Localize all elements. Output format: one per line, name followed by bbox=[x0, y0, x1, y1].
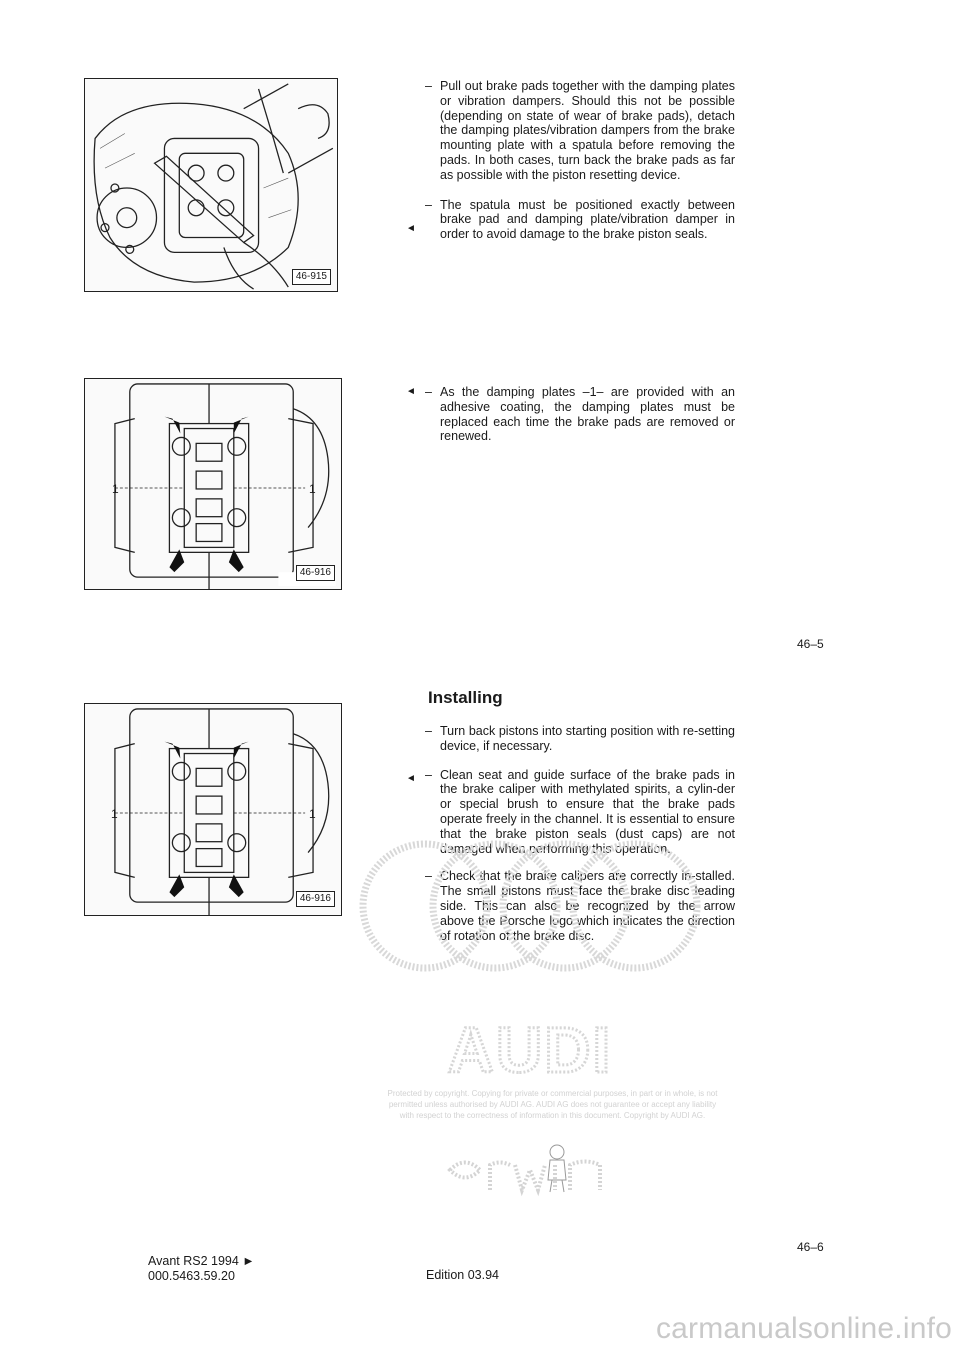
caliper-damping-plates-illustration bbox=[85, 379, 341, 589]
figure-label: 46-916 bbox=[296, 891, 335, 907]
section-heading-installing: Installing bbox=[428, 688, 503, 707]
figure-caliper-installing bbox=[84, 703, 342, 916]
section1-text bbox=[425, 79, 735, 242]
footer-part-number: 000.5463.59.20 bbox=[148, 1269, 235, 1283]
caliper-installing-illustration bbox=[85, 704, 341, 915]
instruction-item: – Clean seat and guide surface of the brake pads in the brake caliper with methylated spirits, a cylin-der or special brush to ensure that the brake pads operate freely in the channel. It is essential to ensure that the brake piston seals (dust caps) are not damaged when performing this operation. bbox=[425, 768, 735, 857]
figure-damping-plates bbox=[84, 378, 342, 590]
pointer-arrow-icon: ◄ bbox=[406, 386, 416, 397]
callout-1-right: 1 bbox=[309, 482, 316, 496]
instruction-item: – Check that the brake calipers are correctly in-stalled. The small pistons must face the brake disc leading side. This can also be recognized by the arrow above the Porsche logo which indicates the direction of rotation of the brake disc. bbox=[425, 869, 735, 943]
figure-brake-pad-removal bbox=[84, 78, 338, 292]
copyright-line: with respect to the correctness of information in this document. Copyright by AUDI AG. bbox=[399, 1111, 706, 1120]
page-number: 46–5 bbox=[797, 637, 824, 651]
brand-text: AUDI bbox=[447, 1020, 613, 1080]
erwin-logo-watermark bbox=[440, 1140, 620, 1200]
footer-model-info bbox=[148, 1254, 255, 1284]
figure-label: 46-915 bbox=[292, 269, 331, 285]
instruction-item: – Turn back pistons into starting position with re-setting device, if necessary. bbox=[425, 724, 735, 754]
instruction-item: – As the damping plates –1– are provided with an adhesive coating, the damping plates must be replaced each time the brake pads are removed or renewed. bbox=[425, 385, 735, 444]
callout-1-left: 1 bbox=[112, 482, 119, 496]
caliper-spatula-illustration bbox=[85, 79, 337, 291]
callout-1-right: 1 bbox=[309, 807, 316, 821]
pointer-arrow-icon: ◄ bbox=[406, 773, 416, 784]
copyright-notice bbox=[340, 1088, 765, 1121]
audi-rings-watermark bbox=[355, 836, 705, 976]
instruction-item: – Pull out brake pads together with the damping plates or vibration dampers. Should this not be possible (depending on state of wear of brake pads), detach the damping plates/vibration dampers from the brake mounting plate with a spatula before removing the pads. In both cases, turn back the brake pads as far as possible with the piston resetting device. bbox=[425, 79, 735, 183]
instruction-item: – The spatula must be positioned exactly between brake pad and damping plate/vibration damper in order to avoid damage to the brake piston seals. bbox=[425, 198, 735, 242]
pointer-arrow-icon: ◄ bbox=[406, 223, 416, 234]
callout-1-left: 1 bbox=[111, 807, 118, 821]
footer-edition: Edition 03.94 bbox=[426, 1268, 499, 1282]
page-number: 46–6 bbox=[797, 1240, 824, 1254]
section2-text bbox=[425, 385, 735, 444]
site-watermark: carmanualsonline.info bbox=[655, 1312, 952, 1345]
copyright-line: permitted unless authorised by AUDI AG. AUDI AG does not guarantee or accept any liability bbox=[388, 1100, 717, 1109]
copyright-line: Protected by copyright. Copying for private or commercial purposes, in part or in whole, is not bbox=[387, 1089, 718, 1098]
figure-label: 46-916 bbox=[296, 565, 335, 581]
audi-logo-watermark bbox=[395, 1020, 665, 1080]
footer-model-line: Avant RS2 1994 ► bbox=[148, 1254, 255, 1268]
